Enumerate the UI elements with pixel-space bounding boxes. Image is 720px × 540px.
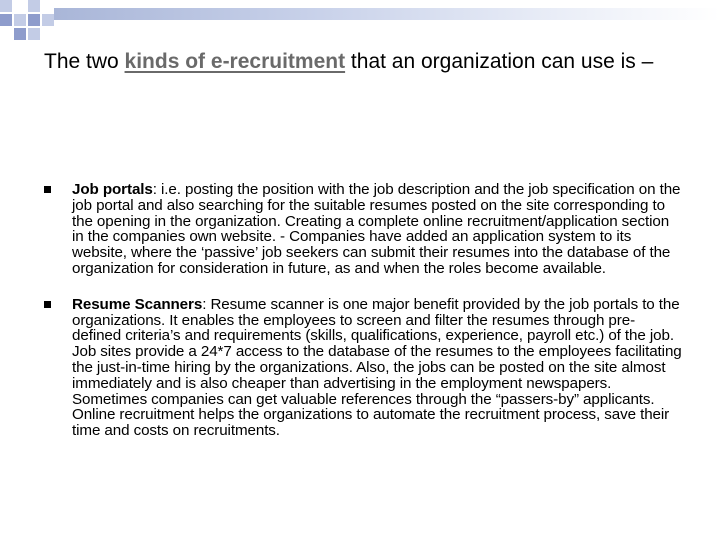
bullet-job-portals [44,182,684,277]
square-bullet-icon [44,186,51,193]
bullet-term: Job portals [72,181,153,198]
bullet-text [72,297,684,439]
bullet-body: : Resume scanner is one major benefit provided by the job portals to the organizations. It enables the employees to screen and filter the resumes through pre-defined criteria’s and requirements (skills, qualifications, experience, payroll etc.) of the job. [72,295,680,345]
square-bullet-icon [44,301,51,308]
header-band [54,8,720,20]
bullet-list [44,182,684,439]
bullet-resume-scanners [44,297,684,439]
bullet-paragraph [72,182,684,277]
title-prefix: The two [44,50,125,73]
bullet-text [72,182,684,277]
e-recruitment-link[interactable]: kinds of e-recruitment [124,50,346,73]
bullet-body: : i.e. posting the position with the job description and the job specification on the job portal and also searching for the suitable resumes posted on the site corresponding to the opening in the organization. Creating a complete online recruitment/application section in the companies own website. - Companies have added an application system to its website, where the ‘passive’ job seekers can submit their resumes into the database of the organization for consideration in future, as and when the roles become available. [72,181,681,277]
title-suffix: that an organization can use is – [345,50,654,73]
bullet-paragraph: Job sites provide a 24*7 access to the database of the resumes to the employees facilitating the just-in-time hiring by the organizations. Also, the jobs can be posted on the site almost immediately and is also cheaper than advertising in the employment newspapers. Sometimes companies can get valuable references through the “passers-by” applicants. Online recruitment helps the organizations to automate the recruitment process, save their time and costs on recruitments. [72,343,682,440]
bullet-paragraph [72,297,684,344]
corner-decoration [0,0,60,44]
slide-title [44,48,684,75]
bullet-term: Resume Scanners [72,295,203,313]
